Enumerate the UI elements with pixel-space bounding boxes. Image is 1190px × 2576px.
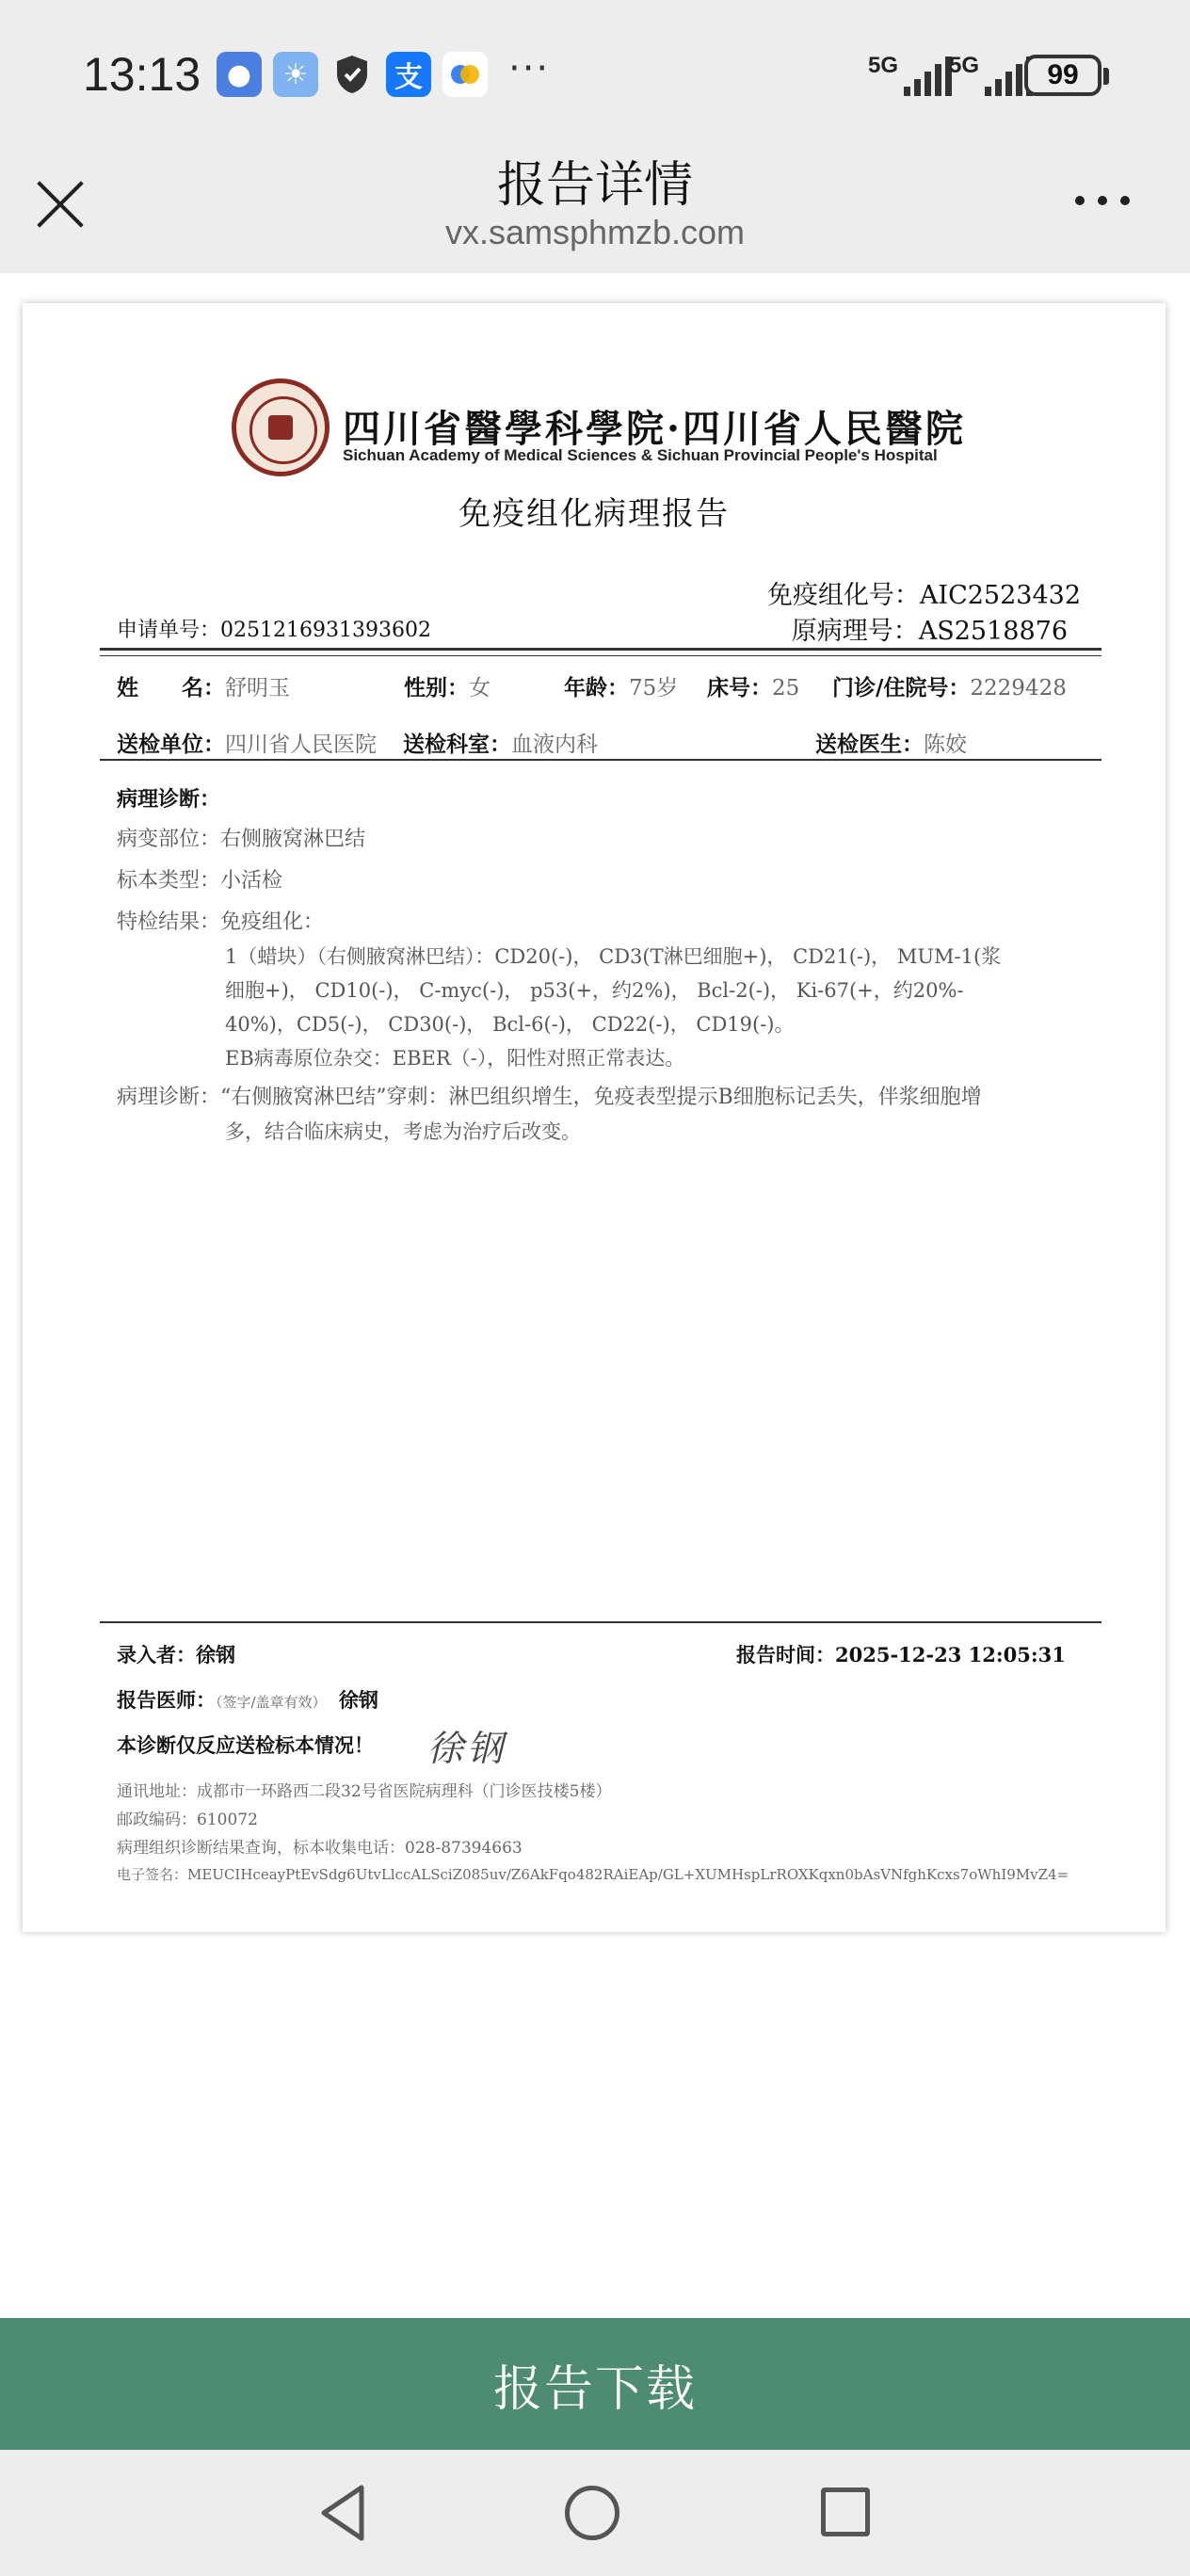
ihc-results-line: 1（蜡块）（右侧腋窝淋巴结）：CD20(-)， CD3(T淋巴细胞+)， CD21(-)， MUM-1(浆 (225, 945, 1002, 968)
postcode: 邮政编码：610072 (117, 1811, 258, 1829)
sending-doctor: 送检医生：陈姣 (815, 732, 967, 757)
divider (100, 1621, 1102, 1623)
address: 通讯地址：成都市一环路西二段32号省医院病理科（门诊医技楼5楼） (117, 1782, 612, 1801)
more-notifications-icon: ··· (508, 47, 551, 90)
app-icon (442, 52, 488, 97)
hospital-logo (232, 378, 330, 476)
patient-bed: 床号：25 (707, 675, 800, 700)
entry-person: 录入者：徐钢 (117, 1643, 235, 1666)
ebv-result: EB病毒原位杂交：EBER（-），阳性对照正常表达。 (225, 1047, 685, 1070)
diagnosis-heading: 病理诊断： (117, 787, 221, 812)
status-bar (0, 0, 1190, 132)
report-time: 报告时间：2025-12-23 12:05:31 (736, 1643, 1066, 1666)
home-icon[interactable] (565, 2486, 619, 2540)
report-title: 免疫组化病理报告 (458, 495, 730, 533)
recent-apps-icon[interactable] (821, 2487, 870, 2536)
patient-name: 姓 名：舒明玉 (117, 675, 290, 700)
system-nav-bar (0, 2450, 1190, 2576)
divider (100, 759, 1102, 761)
application-number: 申请单号：0251216931393602 (117, 619, 431, 642)
ihc-results-line: 细胞+)， CD10(-)， C-myc(-)， p53(+，约2%)， Bcl-2(-)， Ki-67(+，约20%- (225, 979, 964, 1002)
original-pathology-number: 原病理号：AS2518876 (791, 617, 1068, 646)
notification-icons (217, 52, 488, 97)
report-viewer[interactable] (0, 273, 1190, 2318)
shield-icon (330, 52, 375, 97)
patient-age: 年龄：75岁 (564, 675, 679, 700)
battery-icon: 99 (1024, 55, 1102, 96)
divider (100, 648, 1102, 651)
back-icon[interactable] (316, 2482, 369, 2544)
download-report-button[interactable]: 报告下载 (0, 2318, 1190, 2450)
inquiry-phone: 病理组织诊断结果查询，标本收集电话：028-87394663 (117, 1839, 523, 1858)
pathology-conclusion-cont: 多，结合临床病史，考虑为治疗后改变。 (225, 1120, 581, 1143)
report-document (23, 303, 1166, 1932)
disclaimer: 本诊断仅反应送检标本情况！ (117, 1733, 374, 1757)
pathology-conclusion: 病理诊断：“右侧腋窝淋巴结”穿刺：淋巴组织增生，免疫表型提示B细胞标记丢失，伴浆细胞增 (117, 1086, 982, 1109)
page-title: 报告详情 (496, 157, 693, 214)
signal-icon-1: 5G (868, 53, 952, 96)
patient-sex: 性别：女 (404, 675, 490, 700)
weather-icon: ☀ (273, 52, 318, 97)
alipay-icon: 支 (386, 52, 431, 97)
doctor-signature: 徐钢 (427, 1728, 507, 1769)
special-test-results: 特检结果：免疫组化： (117, 910, 325, 934)
title-bar (0, 132, 1190, 273)
ihc-number: 免疫组化号：AIC2523432 (766, 581, 1081, 610)
sending-unit: 送检单位：四川省人民医院 (117, 732, 377, 757)
status-time: 13:13 (83, 48, 201, 101)
specimen-type: 标本类型：小活检 (117, 869, 283, 893)
hospital-name-en: Sichuan Academy of Medical Sciences & Sichuan Provincial People's Hospital (343, 446, 938, 464)
electronic-signature: 电子签名：MEUCIHceayPtEvSdg6UtvLlccALSciZ085uv/Z6AkFqo482RAiEAp/GL+XUMHspLrROXKqxn0bAsVNfghKcxs7oWhI9MvZ4= (117, 1866, 1069, 1883)
ihc-results-line: 40%)，CD5(-)， CD30(-)， Bcl-6(-)， CD22(-)， CD19(-)。 (225, 1013, 795, 1036)
divider (100, 655, 1102, 656)
lesion-site: 病变部位：右侧腋窝淋巴结 (117, 828, 366, 851)
signal-icon-2: 5G (949, 53, 1033, 96)
more-menu-icon[interactable] (1075, 196, 1130, 205)
hospital-name-cn: 四川省醫學科學院·四川省人民醫院 (343, 407, 966, 451)
page-domain: vx.samsphmzb.com (444, 213, 746, 251)
sending-department: 送检科室：血液内科 (403, 732, 598, 757)
message-icon: ● (217, 52, 262, 97)
reporting-doctor: 报告医师：（签字/盖章有效） 徐钢 (117, 1688, 378, 1712)
patient-visit-number: 门诊/住院号：2229428 (832, 675, 1067, 700)
